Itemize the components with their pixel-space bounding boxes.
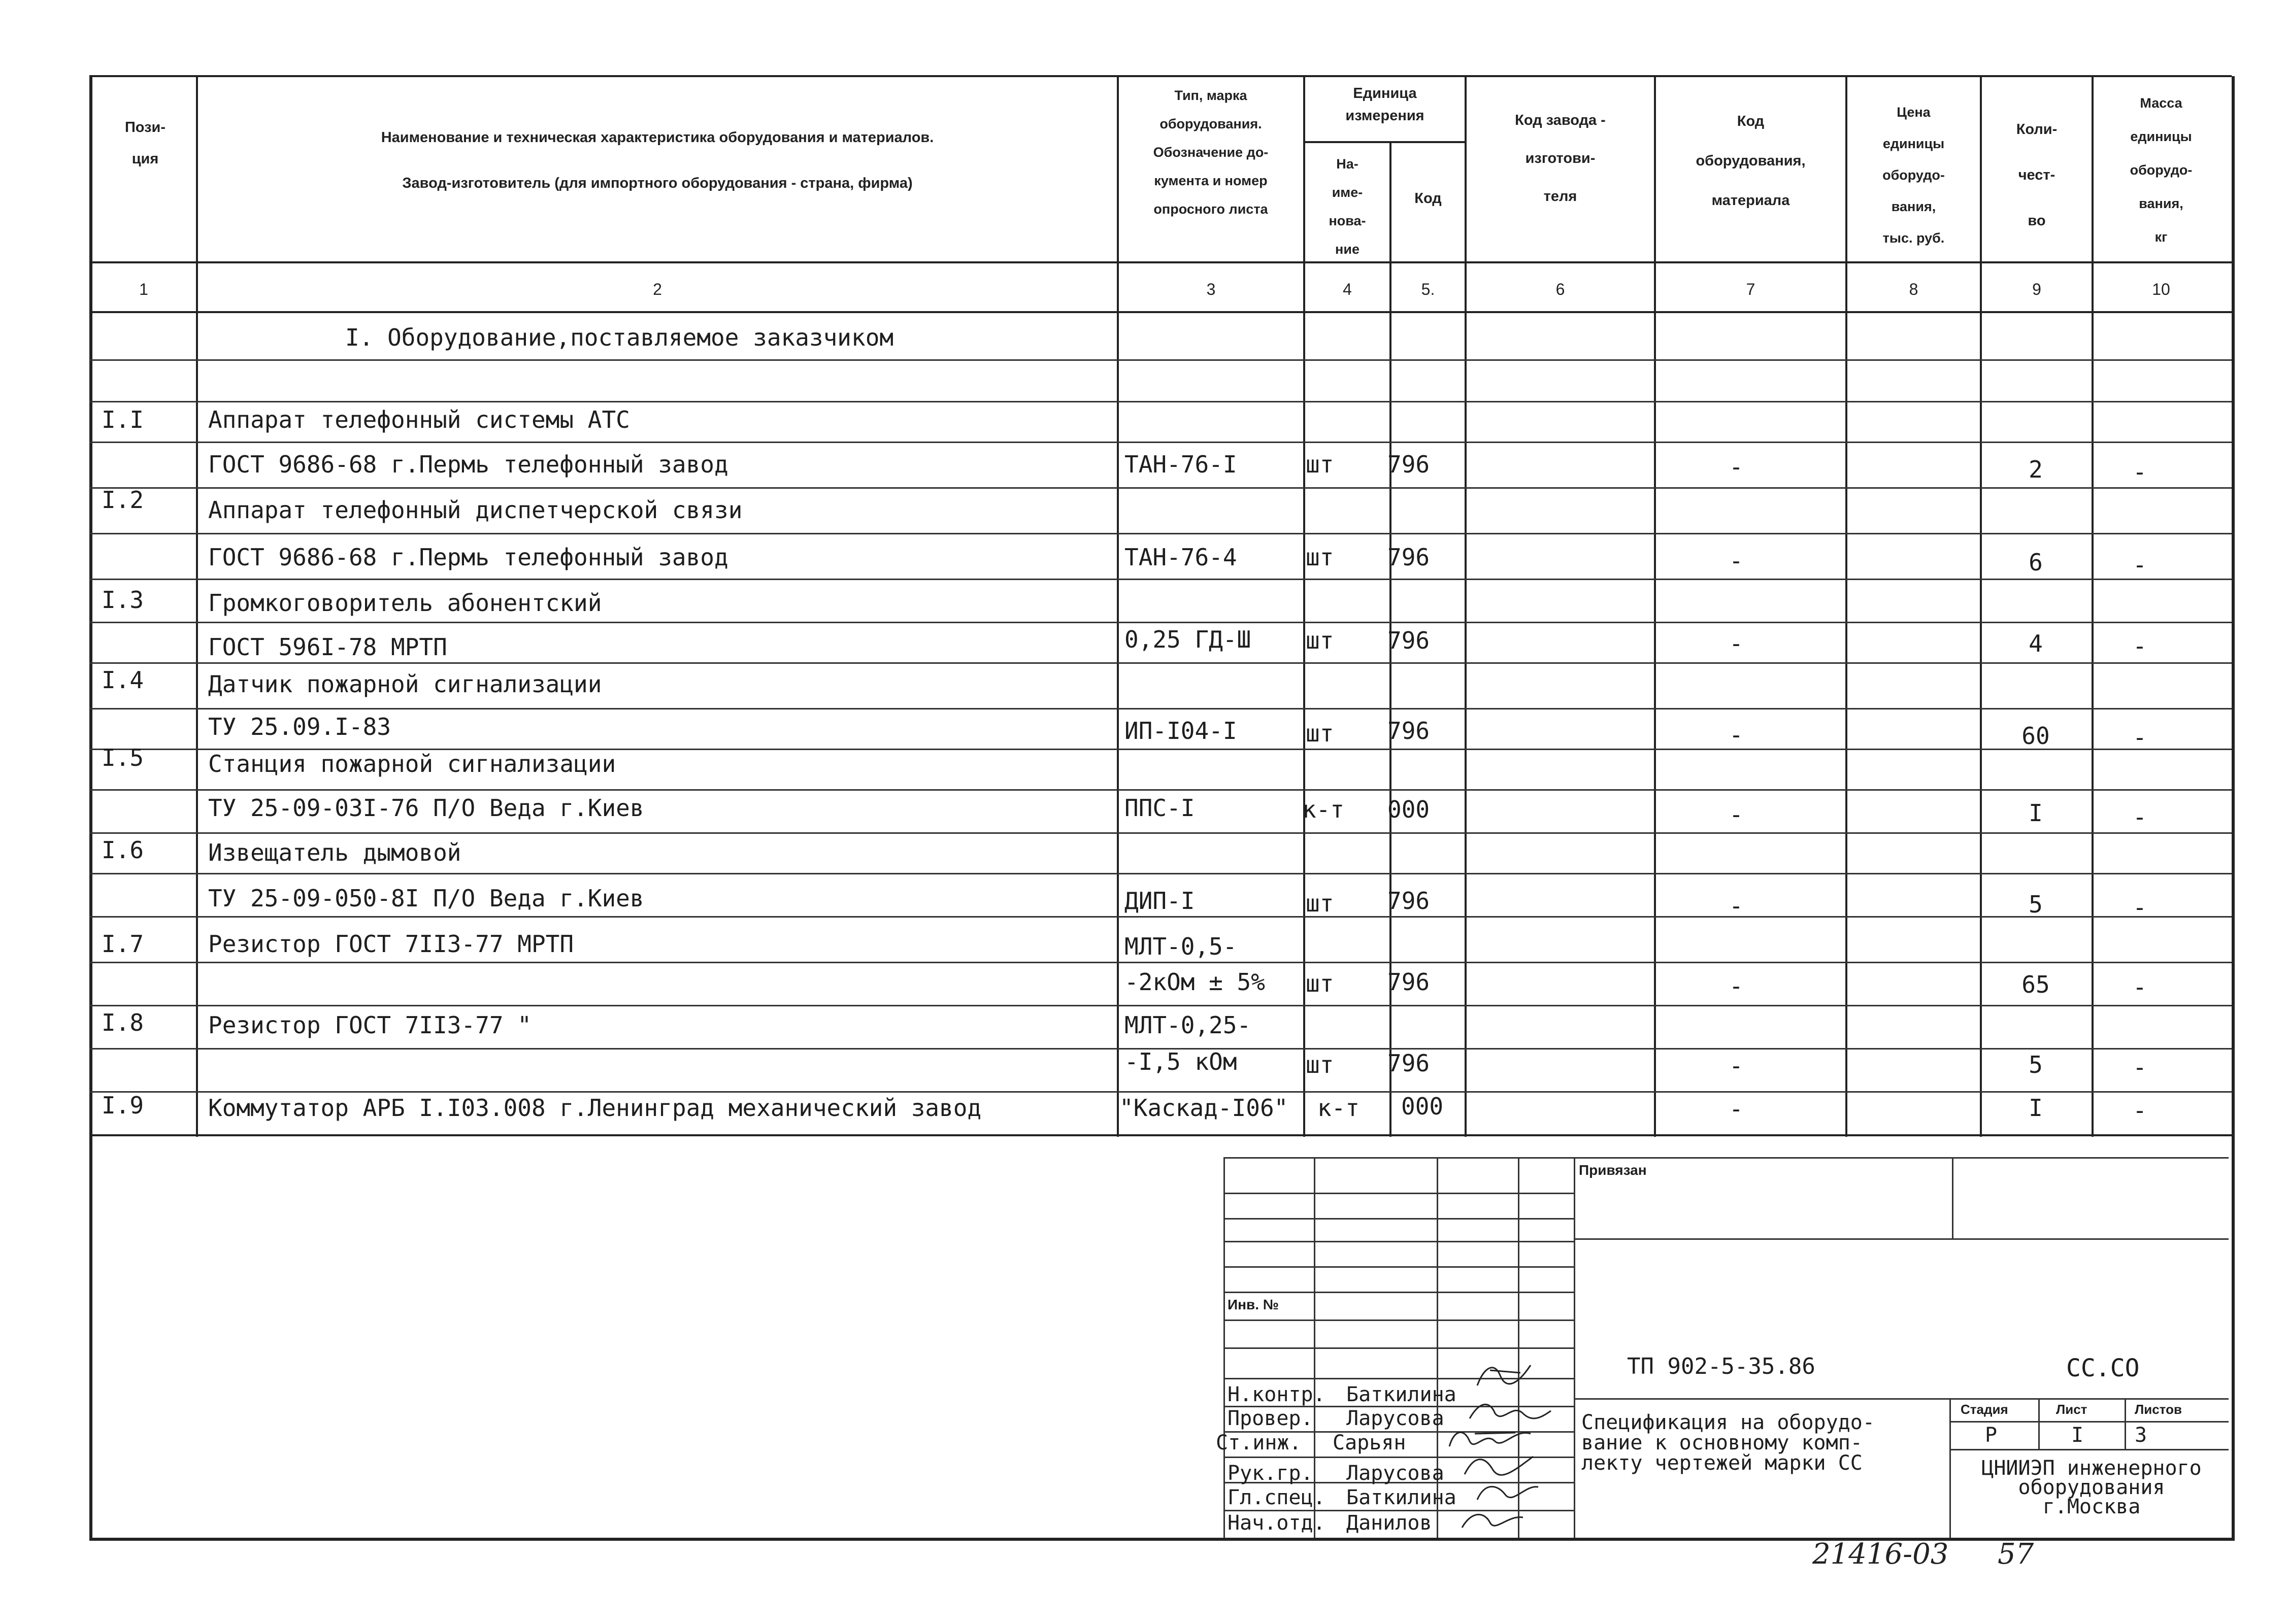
type-cell: 0,25 ГД-Ш [1124,626,1251,653]
staff-name: Данилов [1346,1511,1432,1535]
archive-number: 21416-03 [1812,1538,1949,1571]
name-cell: Резистор ГОСТ 7II3-77 МРТП [208,930,574,958]
staff-role: Нач.отд. [1228,1511,1325,1535]
column-number: 5. [1421,280,1435,298]
position-cell: I.7 [102,930,144,958]
staff-role: Ст.инж. [1216,1431,1302,1454]
mass-cell: - [2133,894,2147,921]
sheets-label: Листов [2135,1402,2182,1417]
signature-image [1460,1507,1526,1533]
inventory-label: Инв. № [1228,1297,1279,1312]
unit-cell: шт [1306,451,1334,478]
bound-label: Привязан [1579,1162,1647,1178]
section-title: I. Оборудование,поставляемое заказчиком [345,324,894,351]
header-price: Цена единицы оборудо- вания, тыс. руб. [1882,105,1945,246]
unit-cell: шт [1306,720,1334,747]
type-cell: -2кОм ± 5% [1124,968,1265,996]
quantity-cell: 2 [2029,456,2043,483]
staff-name: Ларусова [1346,1407,1444,1430]
staff-name: Баткилина [1346,1486,1456,1509]
quantity-cell: 5 [2029,1051,2043,1078]
equipment-code-cell: - [1729,801,1743,828]
header-quantity: Коли- чест- во [2016,121,2058,229]
name-cell: Станция пожарной сигнализации [208,750,616,777]
signature-image [1467,1398,1553,1424]
quantity-cell: 5 [2029,891,2043,918]
type-cell: МЛТ-0,25- [1124,1011,1251,1039]
type-cell: МЛТ-0,5- [1124,933,1237,960]
type-cell: ТАН-76-4 [1124,544,1237,571]
name-cell: Датчик пожарной сигнализации [208,670,602,698]
type-cell: -I,5 кОм [1124,1048,1237,1075]
quantity-cell: 6 [2029,549,2043,576]
column-number: 8 [1909,280,1918,298]
quantity-cell: 4 [2029,630,2043,657]
staff-role: Провер. [1228,1407,1313,1430]
column-number: 10 [2152,280,2170,298]
quantity-cell: 65 [2021,971,2050,998]
column-number: 7 [1746,280,1755,298]
staff-name: Ларусова [1346,1462,1444,1485]
unit-cell: шт [1306,544,1334,571]
name-cell: Громкоговоритель абонентский [208,589,602,617]
signature-image [1475,1479,1541,1505]
position-cell: I.3 [102,586,144,614]
position-cell: I.6 [102,836,144,864]
unit-cell: шт [1306,627,1334,654]
unit-code-cell: 796 [1387,1050,1430,1077]
name-cell: ГОСТ 596I-78 МРТП [208,633,447,661]
position-cell: I.5 [102,744,144,771]
equipment-code-cell: - [1729,892,1743,920]
equipment-code-cell: - [1729,453,1743,481]
equipment-code-cell: - [1729,630,1743,657]
stage-value: Р [1985,1424,1998,1447]
document-code: ТП 902-5-35.86 [1627,1354,1815,1379]
staff-name: Баткилина [1346,1383,1456,1406]
name-cell: Коммутатор АРБ I.I03.008 г.Ленинград механический завод [208,1094,982,1122]
unit-cell: к-т [1302,796,1345,823]
mass-cell: - [2133,973,2147,1001]
type-cell: ДИП-I [1124,887,1195,915]
mass-cell: - [2133,458,2147,486]
quantity-cell: I [2029,799,2043,827]
equipment-code-cell: - [1729,1095,1743,1123]
unit-cell: шт [1306,890,1334,917]
position-cell: I.I [102,406,144,433]
name-cell: ТУ 25-09-03I-76 П/О Веда г.Киев [208,794,644,822]
signature-image [1444,1424,1536,1454]
header-unit-code: Код [1414,190,1442,207]
mass-cell: - [2133,551,2147,579]
header-position: Пози- ция [124,119,166,167]
column-number: 3 [1206,280,1216,298]
unit-cell: к-т [1317,1094,1360,1122]
mass-cell: - [2133,1097,2147,1124]
column-number: 4 [1343,280,1352,298]
unit-code-cell: 796 [1387,887,1430,915]
header-unit-name: На- име- нова- ние [1329,156,1366,257]
stage-label: Стадия [1961,1402,2008,1417]
name-cell: Резистор ГОСТ 7II3-77 " [208,1011,532,1039]
position-cell: I.4 [102,666,144,694]
staff-role: Гл.спец. [1228,1486,1325,1509]
unit-code-cell: 796 [1387,968,1430,996]
mass-cell: - [2133,724,2147,751]
organization: ЦНИИЭП инженерного оборудования г.Москва [1981,1457,2202,1518]
header-unit-group: Единица измерения [1345,85,1424,124]
staff-role: Рук.гр. [1228,1462,1313,1485]
unit-code-cell: 796 [1387,451,1430,478]
mass-cell: - [2133,1054,2147,1081]
header-plant-code: Код завода - изготови- теля [1515,112,1606,205]
sheet-value: I [2071,1424,2084,1447]
type-cell: ИП-I04-I [1124,717,1237,745]
header-type: Тип, марка оборудования. Обозначение до- кумента и номер опросного листа [1153,88,1269,217]
drawing-mark: СС.СО [2066,1354,2140,1382]
equipment-code-cell: - [1729,972,1743,1000]
name-cell: ТУ 25-09-050-8I П/О Веда г.Киев [208,885,644,912]
position-cell: I.9 [102,1092,144,1119]
column-number: 9 [2032,280,2041,298]
unit-cell: шт [1306,970,1334,997]
mass-cell: - [2133,632,2147,660]
type-cell: ППС-I [1124,794,1195,822]
mass-cell: - [2133,803,2147,831]
quantity-cell: 60 [2021,722,2050,750]
unit-code-cell: 796 [1387,627,1430,654]
column-number: 1 [139,280,148,298]
unit-code-cell: 000 [1401,1093,1444,1120]
header-mass: Масса единицы оборудо- вания, кг [2130,95,2193,245]
equipment-code-cell: - [1729,1052,1743,1079]
quantity-cell: I [2029,1094,2043,1122]
staff-name: Сарьян [1333,1431,1406,1454]
signature-image [1462,1451,1538,1479]
column-number: 6 [1555,280,1565,298]
name-cell: Аппарат телефонный диспетчерской связи [208,496,743,524]
page-number: 57 [1998,1538,2034,1571]
name-cell: Извещатель дымовой [208,839,461,866]
document-description: Спецификация на оборудо- вание к основному комп- лекту чертежей марки СС [1581,1411,1875,1475]
name-cell: ТУ 25.09.I-83 [208,713,391,740]
name-cell: Аппарат телефонный системы АТС [208,406,630,433]
sheet-label: Лист [2056,1402,2087,1417]
type-cell: ТАН-76-I [1124,451,1237,478]
name-cell: ГОСТ 9686-68 г.Пермь телефонный завод [208,451,728,478]
staff-role: Н.контр. [1228,1383,1325,1406]
unit-code-cell: 796 [1387,544,1430,571]
type-cell: "Каскад-I06" [1119,1094,1288,1122]
sheets-value: 3 [2135,1424,2147,1447]
position-cell: I.8 [102,1009,144,1036]
signature-image [1475,1360,1536,1391]
equipment-code-cell: - [1729,547,1743,574]
equipment-code-cell: - [1729,721,1743,749]
header-name: Наименование и техническая характеристика оборудования и материалов. Завод-изготовитель (для импортного оборудования - страна, фирма) [381,129,934,191]
header-equipment-code: Код оборудования, материала [1696,113,1806,209]
unit-cell: шт [1306,1051,1334,1078]
position-cell: I.2 [102,486,144,514]
column-number: 2 [653,280,662,298]
name-cell: ГОСТ 9686-68 г.Пермь телефонный завод [208,544,728,571]
unit-code-cell: 796 [1387,717,1430,745]
unit-code-cell: 000 [1387,796,1430,823]
